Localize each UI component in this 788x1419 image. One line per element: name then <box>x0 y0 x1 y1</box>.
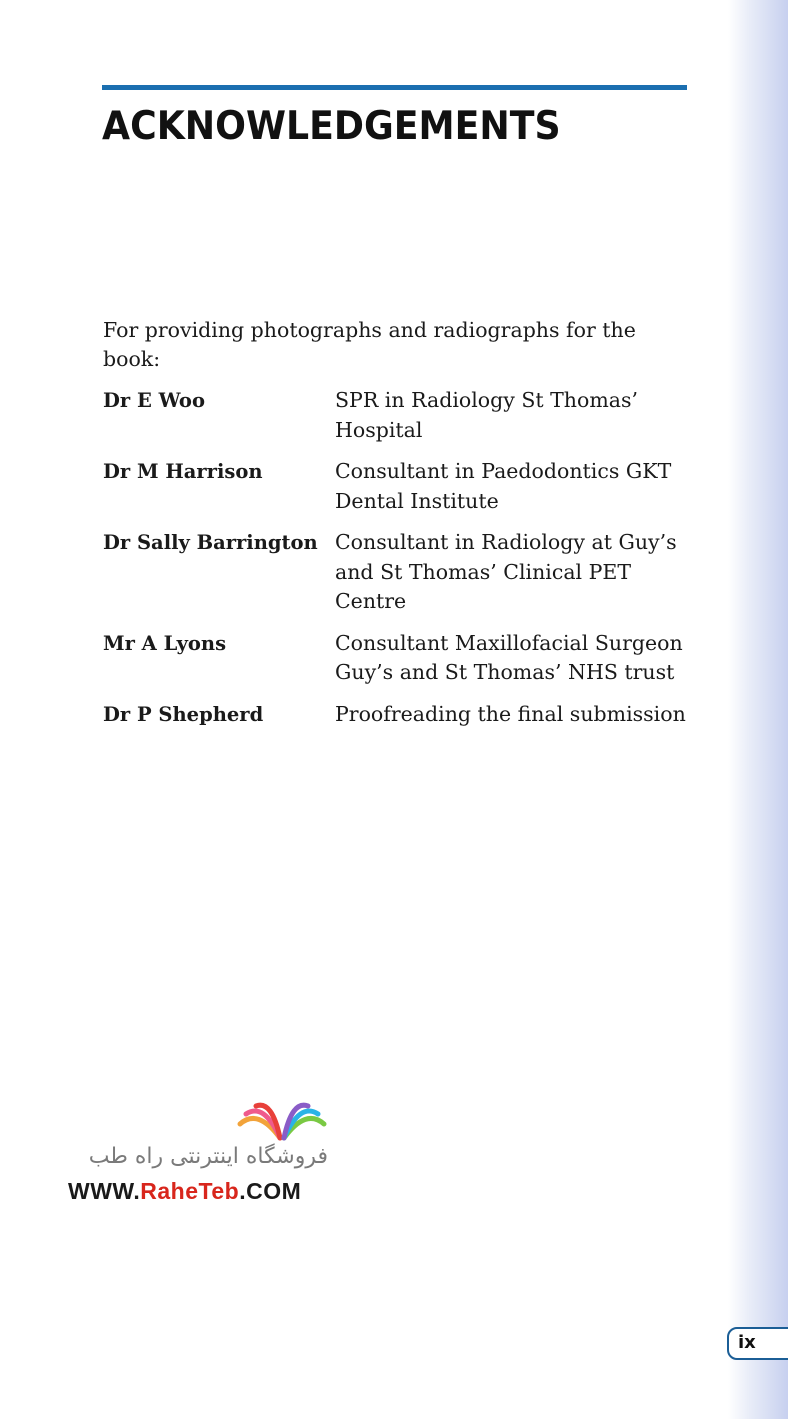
heading-rule <box>102 85 687 90</box>
intro-text: For providing photographs and radiographs for the book: <box>103 318 636 371</box>
page-number: ix <box>738 1332 756 1353</box>
person-role: Consultant in Radiology at Guy’s and St Thomas’ Clinical PET Centre <box>335 530 677 613</box>
person-role: Consultant in Paedodontics GKT Dental Institute <box>335 459 672 513</box>
watermark-persian-text: فروشگاه اینترنتی راه طب <box>88 1144 328 1169</box>
person-role: SPR in Radiology St Thomas’ Hospital <box>335 388 639 442</box>
url-prefix: WWW. <box>68 1178 141 1204</box>
person-name: Dr Sally Barrington <box>103 531 318 554</box>
acknowledgement-row <box>103 629 703 688</box>
person-name: Dr P Shepherd <box>103 702 264 726</box>
acknowledgement-row <box>103 457 703 516</box>
page-number-tab <box>727 1327 788 1360</box>
raheteb-watermark-logo <box>66 1098 331 1208</box>
url-suffix: .COM <box>239 1178 302 1204</box>
person-role: Proofreading the final submission <box>335 701 686 726</box>
person-name: Dr M Harrison <box>103 460 263 483</box>
open-book-rainbow-icon <box>236 1098 328 1148</box>
watermark-url <box>68 1178 301 1205</box>
page-edge-gradient <box>728 0 788 1419</box>
person-name: Dr E Woo <box>103 389 205 412</box>
url-brand: RaheTeb <box>140 1178 240 1204</box>
acknowledgements-list <box>103 386 703 741</box>
page-title: ACKNOWLEDGEMENTS <box>102 104 561 149</box>
acknowledgement-row <box>103 528 703 617</box>
acknowledgement-row <box>103 386 703 445</box>
acknowledgement-row <box>103 700 703 730</box>
person-name: Mr A Lyons <box>103 631 227 655</box>
person-role: Consultant Maxillofacial Surgeon Guy’s and St Thomas’ NHS trust <box>335 630 683 684</box>
